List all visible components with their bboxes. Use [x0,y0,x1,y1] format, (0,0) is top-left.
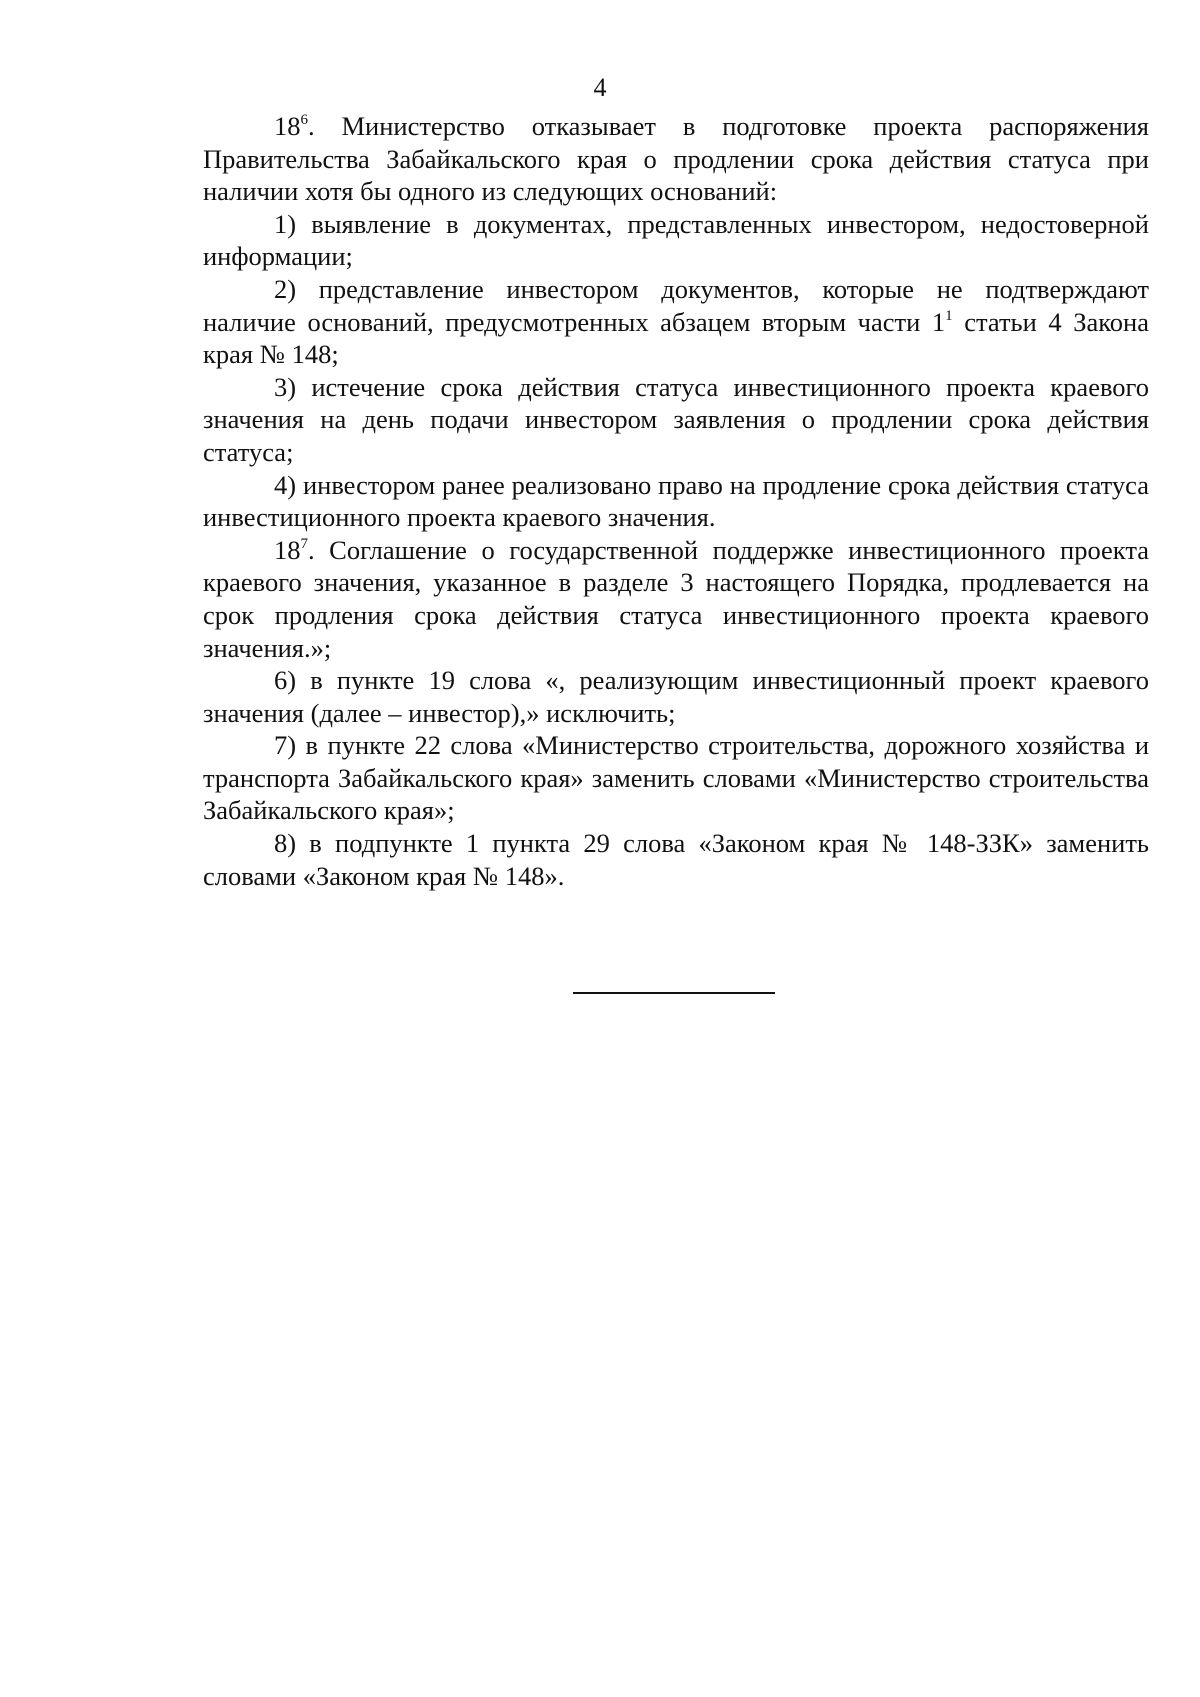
list-item-4: 4) инвестором ранее реализовано право на продление срока действия статуса инвестиционного проекта краевого значения. [203,469,1149,533]
amendment-item-6: 6) в пункте 19 слова «, реализующим инвестиционный проект краевого значения (далее – инвестор),» исключить; [203,665,1149,728]
paragraph-text: 2) представление инвестором документов, которые не подтверждают наличие оснований, предусмотренных абзацем вторым части 1 [203,273,1149,337]
paragraph-text: . Министерство отказывает в подготовке проекта распоряжения Правительства Забайкальского края о продлении срока действия статуса при наличии хотя бы одного из следующих оснований: [203,111,1149,207]
paragraph-text: . Соглашение о государственной поддержке инвестиционного проекта краевого значения, указанное в разделе 3 настоящего Порядка, продлевается на срок продления срока действия статуса инвестиционного проекта краевого значения.»; [203,534,1149,663]
paragraph-18-6 [203,110,1149,208]
list-item-1: 1) выявление в документах, представленных инвестором, недостоверной информации; [203,208,1149,272]
paragraph-number: 18 [274,534,301,565]
end-of-document-rule [573,992,775,994]
paragraph-number: 18 [274,111,301,141]
list-item-2 [203,273,1149,371]
superscript-index: 7 [300,535,308,552]
page-number: 4 [593,73,607,102]
paragraph-text: статьи 4 Закона края № 148; [203,306,1150,370]
amendment-item-8: 8) в подпункте 1 пункта 29 слова «Законом края № 148-ЗЗК» заменить словами «Законом края № 148». [203,828,1149,891]
amendment-item-7: 7) в пункте 22 слова «Министерство строительства, дорожного хозяйства и транспорта Забайкальского края» заменить словами «Министерство строительства Забайкальского края»; [203,730,1149,826]
paragraph-18-7 [203,534,1149,664]
superscript-index: 1 [945,307,953,324]
superscript-index: 6 [300,112,308,128]
document-body [203,110,1149,892]
list-item-3: 3) истечение срока действия статуса инвестиционного проекта краевого значения на день подачи инвестором заявления о продлении срока действия статуса; [203,371,1149,467]
